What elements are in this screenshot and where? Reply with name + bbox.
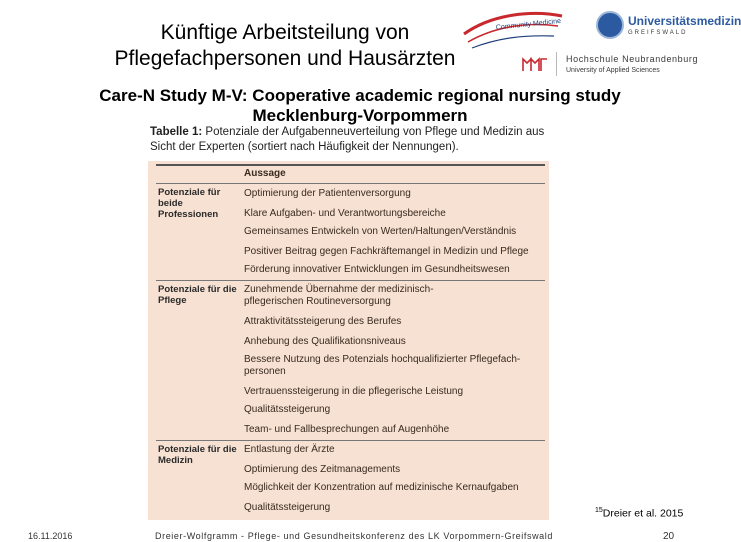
potentials-table [148, 161, 549, 520]
table-caption [150, 125, 560, 155]
unimedizin-name: Universitätsmedizin [628, 14, 741, 28]
slide-subtitle [0, 86, 720, 126]
hochschule-sub: University of Applied Sciences [566, 67, 660, 74]
subtitle-line-2: Mecklenburg-Vorpommern [252, 106, 468, 125]
community-medicine-text: Community Medicine [495, 17, 562, 32]
table-row: Attraktivitätssteigerung des Berufes [244, 316, 402, 327]
table-caption-text: Potenziale der Aufgabenneuverteilung von Pflege und Medizin aus Sicht der Experten (sortiert nach Häufigkeit der Nennungen). [150, 126, 545, 153]
table-header: Aussage [244, 168, 286, 179]
group-label-medizin: Potenziale für die Medizin [158, 444, 237, 466]
citation-text: Dreier et al. 2015 [602, 507, 684, 520]
subtitle-rest: Cooperative academic regional nursing study [252, 86, 621, 105]
community-medicine-logo [462, 8, 564, 52]
slide-title [60, 20, 510, 72]
unimedizin-logo [596, 8, 741, 48]
logo-separator [556, 52, 557, 76]
footer-text: Dreier-Wolfgramm - Pflege- und Gesundheitskonferenz des LK Vorpommern-Greifswald [155, 531, 553, 541]
table-row: Qualitätssteigerung [244, 502, 331, 513]
hochschule-name: Hochschule Neubrandenburg [566, 54, 699, 64]
table-row: Optimierung des Zeitmanagements [244, 464, 401, 475]
title-line-1: Künftige Arbeitsteilung von [160, 21, 410, 44]
table-row: Positiver Beitrag gegen Fachkräftemangel in Medizin und Pflege [244, 246, 529, 257]
unimedizin-city: GREIFSWALD [628, 30, 688, 36]
title-line-2: Pflegefachpersonen und Hausärzten [114, 47, 456, 70]
subtitle-line-1 [0, 86, 720, 106]
table-header-rule [156, 183, 545, 184]
table-top-rule [156, 164, 545, 166]
table-row: Gemeinsames Entwickeln von Werten/Haltungen/Verständnis [244, 226, 517, 237]
subtitle-lead: Care-N Study M-V: [99, 86, 253, 105]
table-row: Klare Aufgaben- und Verantwortungsbereiche [244, 208, 446, 219]
page-number: 20 [663, 531, 675, 542]
table-row: Anhebung des Qualifikationsniveaus [244, 336, 406, 347]
table-row: Team- und Fallbesprechungen auf Augenhöhe [244, 424, 450, 435]
table-row: Optimierung der Patientenversorgung [244, 188, 411, 199]
table-row: Möglichkeit der Konzentration auf medizinische Kernaufgaben [244, 482, 519, 493]
group-label-pflege: Potenziale für die Pflege [158, 284, 237, 306]
citation-number: 15 [595, 507, 603, 514]
table-row: Qualitätssteigerung [244, 404, 331, 415]
table-row: Entlastung der Ärzte [244, 444, 335, 455]
hochschule-logo [520, 50, 715, 80]
group-label-both: Potenziale für beide Professionen [158, 187, 221, 220]
table-row: Förderung innovativer Entwicklungen im Gesundheitswesen [244, 264, 510, 275]
table-row: Vertrauenssteigerung in die pflegerische Leistung [244, 386, 464, 397]
footer-date: 16.11.2016 [28, 531, 73, 541]
hochschule-mark-icon [522, 56, 548, 72]
unimedizin-emblem-icon [596, 11, 624, 39]
group-rule [156, 280, 545, 281]
citation [595, 507, 683, 520]
table-row: Bessere Nutzung des Potenzials hochqualifizierter Pflegefach-personen [244, 354, 521, 377]
table-caption-label: Tabelle 1: [150, 126, 203, 138]
group-rule [156, 440, 545, 441]
table-row: Zunehmende Übernahme der medizinisch-pflegerischen Routineversorgung [244, 284, 434, 307]
